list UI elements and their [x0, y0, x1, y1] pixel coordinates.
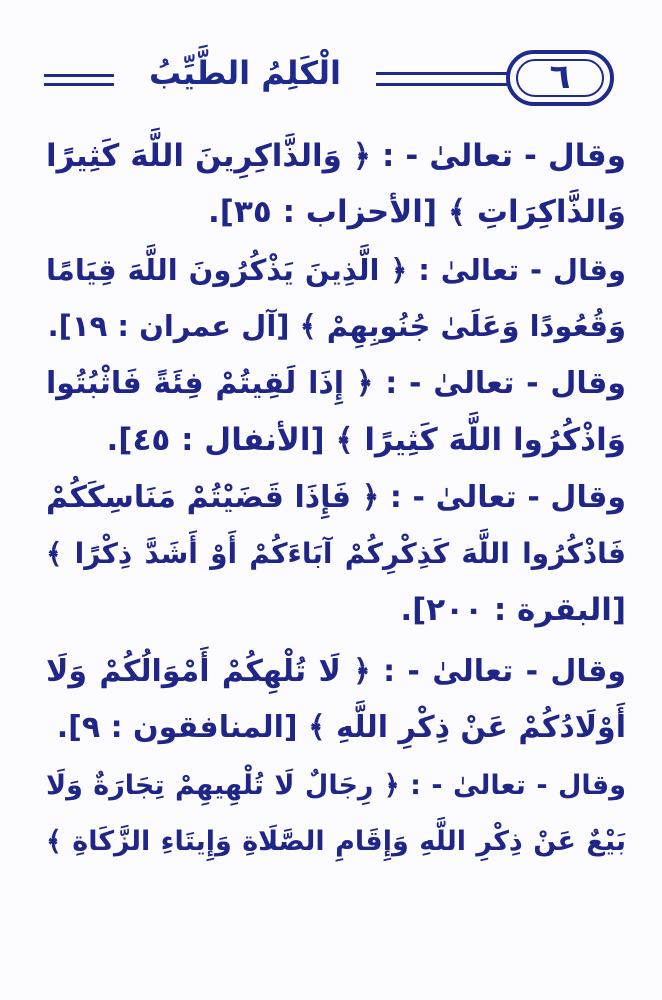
- text-line: وَقُعُودًا وَعَلَىٰ جُنُوبِهِمْ ﴾ [آل عمران : ١٩].: [47, 309, 626, 343]
- text-line: [البقرة : ٢٠٠].: [400, 592, 626, 628]
- text-line: وقال - تعالىٰ - : ﴿ وَالذَّاكِرِينَ اللَّهَ كَثِيرًا: [46, 138, 626, 174]
- text-line: وقال - تعالىٰ - : ﴿ رِجَالٌ لَا تُلْهِيهِمْ تِجَارَةٌ وَلَا: [46, 770, 626, 801]
- header-rule-dash: [44, 83, 66, 86]
- text-line: بَيْعٌ عَنْ ذِكْرِ اللَّهِ وَإِقَامِ الصَّلَاةِ وَإِيتَاءِ الزَّكَاةِ ﴾: [46, 826, 626, 857]
- text-line: وَاذْكُرُوا اللَّهَ كَثِيرًا ﴾ [الأنفال : ٤٥].: [106, 422, 626, 458]
- text-line: وقال - تعالىٰ - : ﴿ فَإِذَا قَضَيْتُمْ مَنَاسِكَكُمْ: [46, 480, 626, 515]
- header-rule-right: [376, 72, 526, 86]
- page-number: ٦: [549, 57, 571, 97]
- page-body: [46, 128, 626, 870]
- header-rule-left: [44, 74, 114, 86]
- book-title: الْكَلِمُ الطَّيِّبُ: [149, 54, 341, 92]
- text-line: وقال - تعالىٰ - : ﴿ لَا تُلْهِكُمْ أَمْوَالُكُمْ وَلَا: [46, 654, 626, 689]
- text-line: فَاذْكُرُوا اللَّهَ كَذِكْرِكُمْ آبَاءَكُمْ أَوْ أَشَدَّ ذِكْرًا ﴾: [46, 537, 626, 570]
- text-line: وقال - تعالىٰ - : ﴿ إِذَا لَقِيتُمْ فِئَةً فَاثْبُتُوا: [46, 366, 626, 401]
- page-number-frame: [506, 50, 614, 106]
- page-header: [40, 42, 622, 110]
- text-line: أَوْلَادُكُمْ عَنْ ذِكْرِ اللَّهِ ﴾ [المنافقون : ٩].: [56, 710, 626, 745]
- text-line: وقال - تعالىٰ : ﴿ الَّذِينَ يَذْكُرُونَ اللَّهَ قِيَامًا: [46, 253, 626, 287]
- text-line: وَالذَّاكِرَاتِ ﴾ [الأحزاب : ٣٥].: [208, 194, 626, 230]
